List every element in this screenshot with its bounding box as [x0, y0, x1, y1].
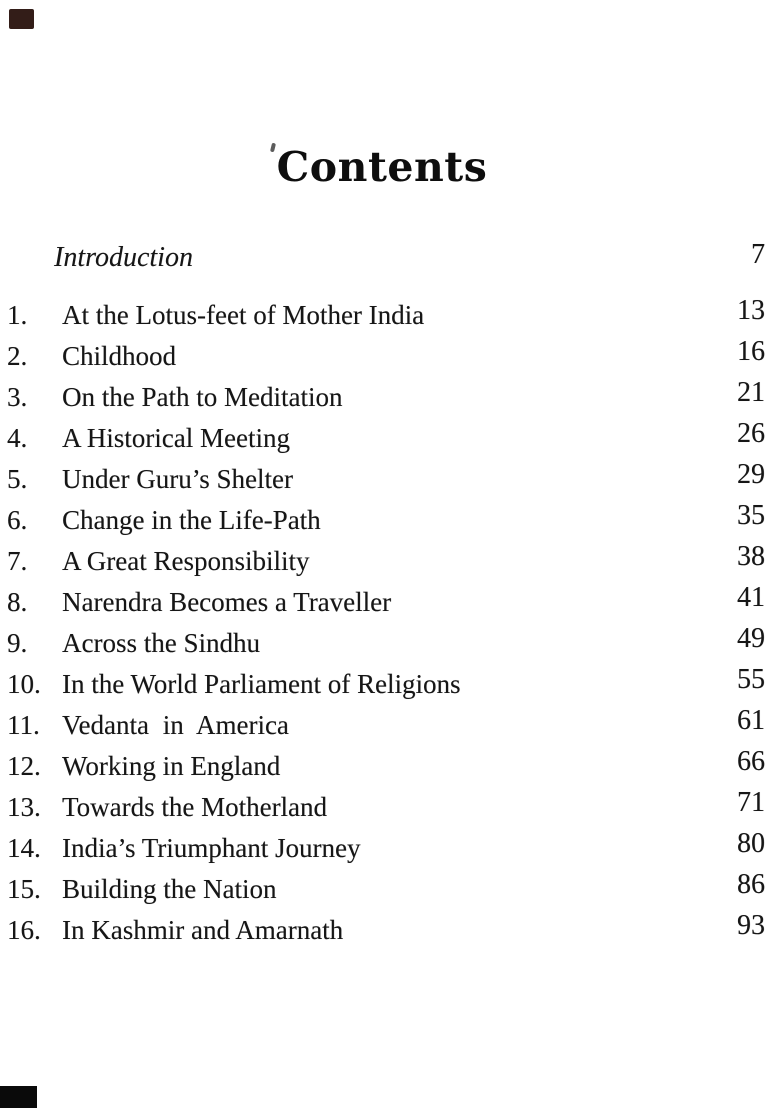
chapter-title: A Historical Meeting — [62, 423, 290, 453]
chapter-title: In the World Parliament of Religions — [62, 669, 461, 699]
chapter-number: 15. — [7, 874, 41, 904]
chapter-page-number: 35 — [737, 500, 765, 531]
chapter-page-number: 86 — [737, 869, 765, 900]
chapter-row — [7, 869, 765, 910]
chapter-row — [7, 459, 765, 500]
chapter-row — [7, 377, 765, 418]
chapter-page-number: 41 — [737, 582, 765, 613]
chapter-number: 12. — [7, 751, 41, 781]
chapter-row — [7, 664, 765, 705]
introduction-page-number: 7 — [751, 239, 765, 270]
chapter-title: Change in the Life-Path — [62, 505, 321, 535]
introduction-label: Introduction — [54, 242, 193, 273]
chapter-number: 6. — [7, 505, 28, 535]
chapter-title: On the Path to Meditation — [62, 382, 343, 412]
chapter-row — [7, 500, 765, 541]
chapter-title: India’s Triumphant Journey — [62, 833, 361, 863]
scan-artifact-bottom-left — [0, 1086, 37, 1108]
chapter-title: Under Guru’s Shelter — [62, 464, 293, 494]
chapter-row — [7, 418, 765, 459]
chapter-row — [7, 582, 765, 623]
chapter-title: Working in England — [62, 751, 281, 781]
chapter-page-number: 29 — [737, 459, 765, 490]
chapter-page-number: 16 — [737, 336, 765, 367]
chapter-list — [7, 295, 765, 951]
chapter-page-number: 61 — [737, 705, 765, 736]
chapter-page-number: 49 — [737, 623, 765, 654]
chapter-page-number: 26 — [737, 418, 765, 449]
chapter-number: 7. — [7, 546, 28, 576]
chapter-title: Vedanta in America — [62, 710, 289, 740]
chapter-row — [7, 336, 765, 377]
chapter-number: 16. — [7, 915, 41, 945]
chapter-row — [7, 910, 765, 951]
chapter-number: 5. — [7, 464, 28, 494]
chapter-row — [7, 623, 765, 664]
chapter-page-number: 80 — [737, 828, 765, 859]
chapter-title: Building the Nation — [62, 874, 277, 904]
chapter-number: 14. — [7, 833, 41, 863]
chapter-number: 10. — [7, 669, 41, 699]
chapter-title: A Great Responsibility — [62, 546, 310, 576]
chapter-number: 4. — [7, 423, 28, 453]
chapter-page-number: 38 — [737, 541, 765, 572]
chapter-page-number: 21 — [737, 377, 765, 408]
chapter-page-number: 93 — [737, 910, 765, 941]
chapter-row — [7, 295, 765, 336]
chapter-number: 1. — [7, 300, 28, 330]
chapter-page-number: 66 — [737, 746, 765, 777]
page-title: Contents — [276, 143, 488, 191]
chapter-row — [7, 828, 765, 869]
chapter-row — [7, 787, 765, 828]
introduction-row — [54, 241, 765, 275]
chapter-title: Childhood — [62, 341, 177, 371]
chapter-title: Narendra Becomes a Traveller — [62, 587, 392, 617]
chapter-page-number: 71 — [737, 787, 765, 818]
chapter-number: 9. — [7, 628, 28, 658]
chapter-number: 8. — [7, 587, 28, 617]
chapter-row — [7, 705, 765, 746]
chapter-page-number: 13 — [737, 295, 765, 326]
chapter-number: 13. — [7, 792, 41, 822]
chapter-title: Towards the Motherland — [62, 792, 328, 822]
chapter-row — [7, 541, 765, 582]
chapter-title: Across the Sindhu — [62, 628, 260, 658]
chapter-title: At the Lotus-feet of Mother India — [62, 300, 425, 330]
chapter-row — [7, 746, 765, 787]
chapter-number: 11. — [7, 710, 40, 740]
scan-artifact-top-left — [9, 9, 34, 29]
chapter-number: 2. — [7, 341, 28, 371]
chapter-title: In Kashmir and Amarnath — [62, 915, 344, 945]
chapter-number: 3. — [7, 382, 28, 412]
chapter-page-number: 55 — [737, 664, 765, 695]
